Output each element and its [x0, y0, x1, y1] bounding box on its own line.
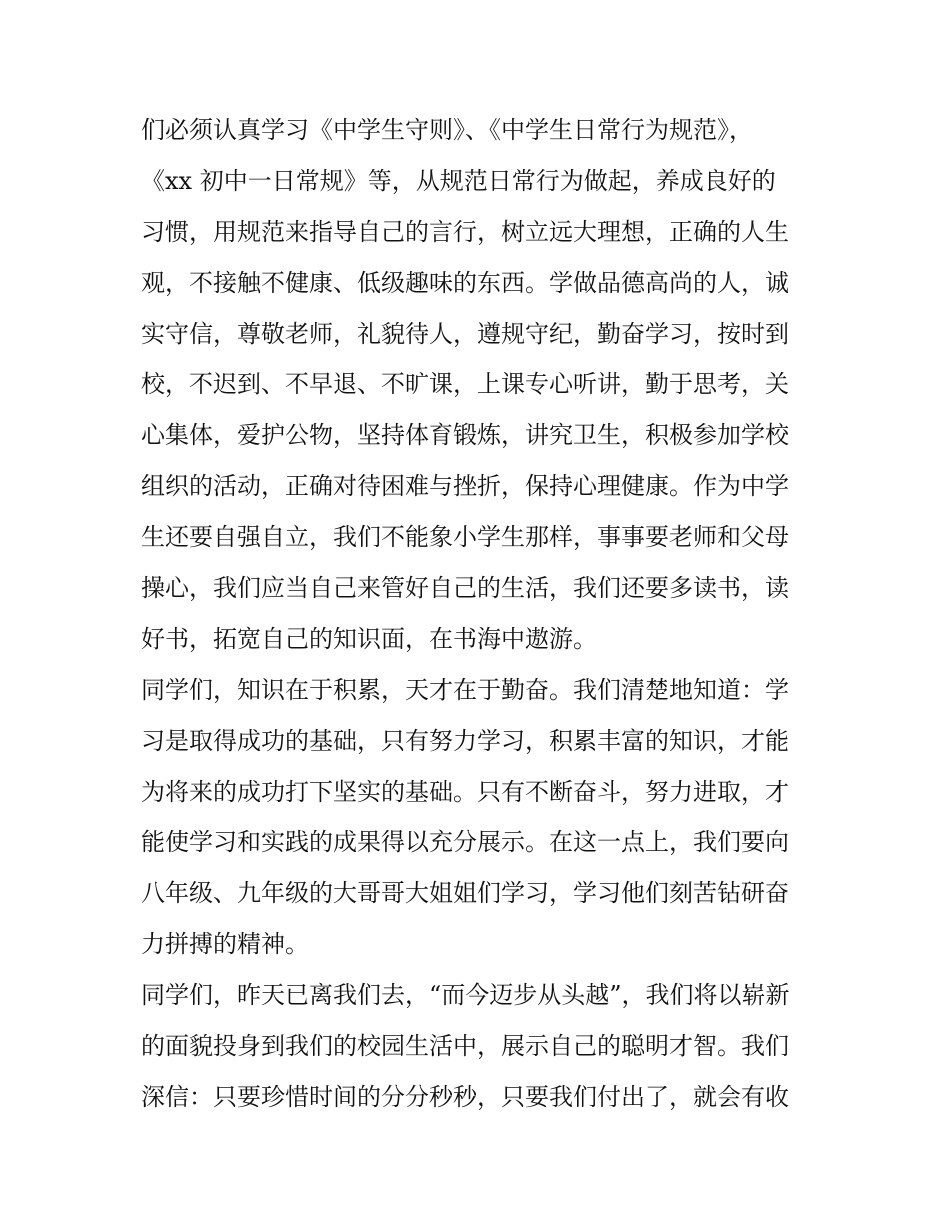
document-body — [141, 105, 821, 1123]
text-line: 心集体，爱护公物，坚持体育锻炼，讲究卫生，积极参加学校 — [141, 421, 789, 450]
text-line: 同学们，知识在于积累，天才在于勤奋。我们清楚地知道：学 — [141, 675, 789, 704]
text-line: 观，不接触不健康、低级趣味的东西。学做品德高尚的人，诚 — [141, 268, 789, 297]
text-line: 的面貌投身到我们的校园生活中，展示自己的聪明才智。我们 — [141, 1032, 789, 1061]
text-line: 《xx 初中一日常规》等，从规范日常行为做起，养成良好的 — [141, 166, 776, 195]
text-line: 为将来的成功打下坚实的基础。只有不断奋斗，努力进取，才 — [141, 777, 789, 806]
text-line: 同学们，昨天已离我们去，“而今迈步从头越”，我们将以崭新 — [141, 981, 790, 1010]
text-line: 校，不迟到、不早退、不旷课，上课专心听讲，勤于思考，关 — [141, 370, 789, 399]
text-line: 操心，我们应当自己来管好自己的生活，我们还要多读书，读 — [141, 574, 789, 603]
text-line: 生还要自强自立，我们不能象小学生那样，事事要老师和父母 — [141, 523, 789, 552]
text-line: 们必须认真学习《中学生守则》、《中学生日常行为规范》， — [141, 116, 753, 144]
text-line: 组织的活动，正确对待困难与挫折，保持心理健康。作为中学 — [141, 472, 789, 501]
text-line: 习惯，用规范来指导自己的言行，树立远大理想，正确的人生 — [141, 217, 789, 246]
text-line: 八年级、九年级的大哥哥大姐姐们学习，学习他们刻苦钻研奋 — [141, 879, 789, 908]
text-line: 深信：只要珍惜时间的分分秒秒，只要我们付出了，就会有收 — [141, 1082, 789, 1111]
text-line: 习是取得成功的基础，只有努力学习，积累丰富的知识，才能 — [141, 726, 789, 755]
text-line: 好书，拓宽自己的知识面，在书海中遨游。 — [141, 624, 597, 653]
text-line: 实守信，尊敬老师，礼貌待人，遵规守纪，勤奋学习，按时到 — [141, 319, 789, 348]
text-line: 能使学习和实践的成果得以充分展示。在这一点上，我们要向 — [141, 828, 789, 857]
text-line: 力拼搏的精神。 — [141, 930, 309, 959]
